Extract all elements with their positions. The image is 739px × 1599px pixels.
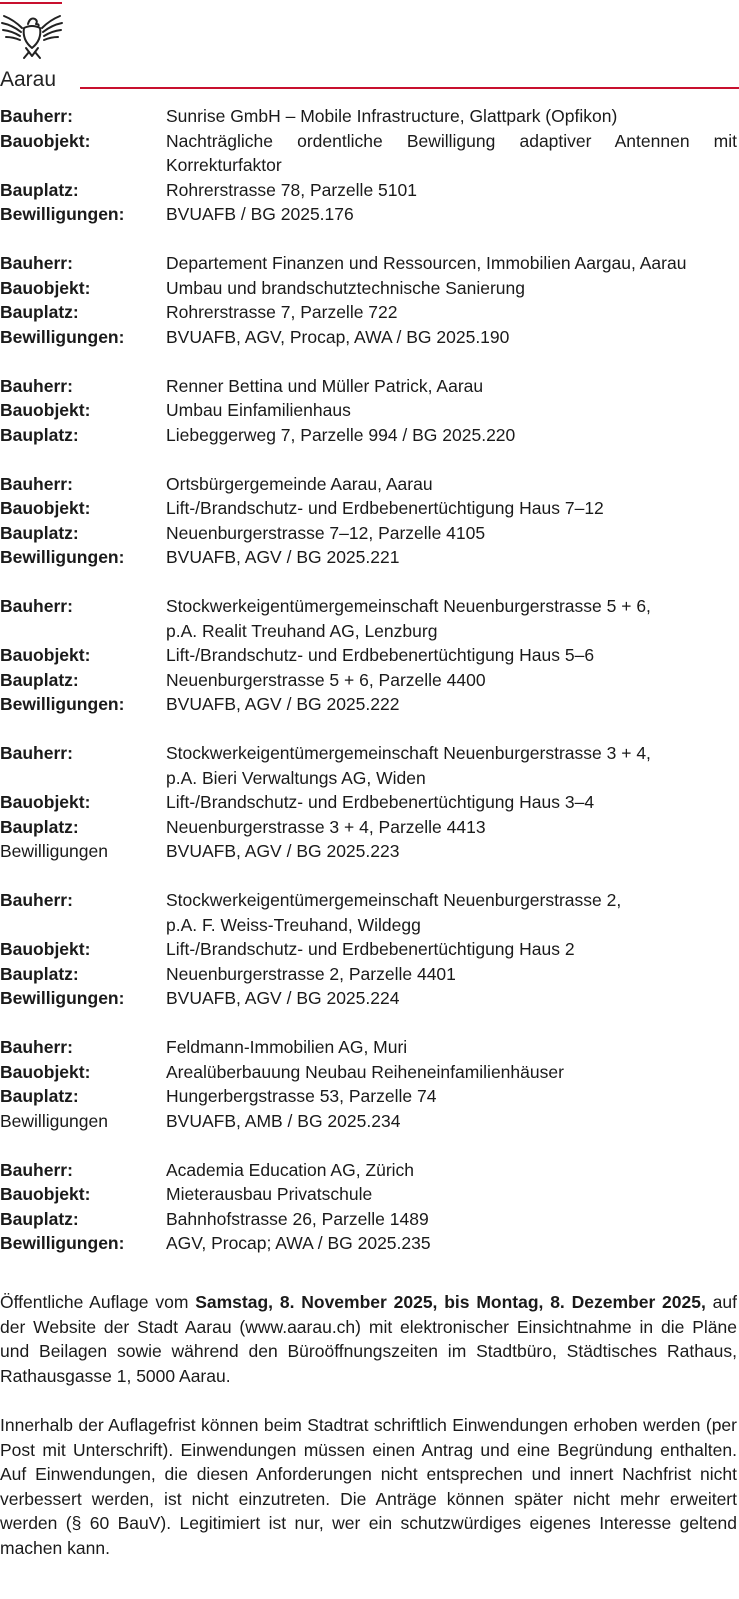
field-label: Bauherr: [0,253,73,273]
field-value: Departement Finanzen und Ressourcen, Immobilien Aargau, Aarau [166,253,687,273]
field-label: Bewilligungen: [0,988,125,1008]
objection-info-paragraph: Innerhalb der Auflagefrist können beim Stadtrat schriftlich Einwendungen erhoben werden (per Post mit Unterschrift). Einwendungen müssen einen Antrag und eine Begründung enthalten. Auf Einwendungen, die diesen Anforderungen nicht entsprechen und innert Nachfrist nicht verbessert werden, ist nicht einzutreten. Die Anträge können später nicht mehr erweitert werden (§ 60 BauV). Legitimiert ist nur, wer ein schutzwürdiges eigenes Interesse geltend machen kann. [0,1415,737,1558]
field-value: BVUAFB, AGV / BG 2025.223 [166,841,400,861]
brand-name: Aarau [0,68,57,91]
permit-row [0,1207,739,1232]
field-value: Rohrerstrasse 78, Parzelle 5101 [166,179,417,200]
field-value: Umbau Einfamilienhaus [166,400,351,420]
field-value: Umbau und brandschutztechnische Sanierung [166,277,525,298]
field-value: BVUAFB, AGV / BG 2025.224 [166,988,400,1008]
permit-row [0,276,739,301]
field-value: Stockwerkeigentümergemeinschaft Neuenburgerstrasse 3 + 4, [166,743,651,763]
permit-row [0,790,739,815]
field-value-continuation: p.A. F. Weiss-Treuhand, Wildegg [166,914,421,935]
field-label-spacer [0,766,166,791]
field-value: Lift-/Brandschutz- und Erdbebenertüchtigung Haus 5–6 [166,645,595,665]
field-label: Bauobjekt: [0,792,91,812]
permit-entry [0,1158,739,1256]
field-label: Bewilligungen: [0,326,125,347]
permit-row [0,692,739,717]
field-value: Neuenburgerstrasse 3 + 4, Parzelle 4413 [166,816,486,837]
field-value: Feldmann-Immobilien AG, Muri [166,1037,408,1057]
field-label: Bauplatz: [0,424,79,445]
field-label: Bauherr: [0,106,73,126]
permit-row [0,937,739,962]
field-label: Bewilligungen: [0,1233,125,1253]
field-value: Liebeggerweg 7, Parzelle 994 / BG 2025.220 [166,424,516,445]
public-notice-paragraph [0,1290,737,1388]
permit-row [0,545,739,570]
permit-entry [0,741,739,864]
field-label: Bauplatz: [0,1208,79,1229]
permit-row [0,1182,739,1207]
permit-row-continuation [0,619,739,644]
permit-row [0,962,739,987]
permit-row [0,1109,739,1134]
field-label: Bauplatz: [0,522,79,543]
field-label: Bauobjekt: [0,277,91,298]
field-label: Bauplatz: [0,302,79,322]
field-value: Nachträgliche ordentliche Bewilligung adaptiver Antennen mit Korrekturfaktor [166,130,737,175]
field-label: Bauherr: [0,596,73,616]
field-value: Lift-/Brandschutz- und Erdbebenertüchtigung Haus 3–4 [166,792,595,812]
field-label: Bauplatz: [0,963,79,984]
field-label: Bauplatz: [0,669,79,690]
field-value-continuation: p.A. Bieri Verwaltungs AG, Widen [166,767,426,788]
field-label: Bauplatz: [0,816,79,837]
permit-row [0,1084,739,1109]
permit-row [0,129,739,178]
field-value: BVUAFB, AGV / BG 2025.222 [166,694,400,714]
field-label: Bauherr: [0,890,73,910]
field-value: Lift-/Brandschutz- und Erdbebenertüchtigung Haus 7–12 [166,498,604,518]
permit-row [0,1060,739,1085]
field-value: Academia Education AG, Zürich [166,1159,415,1180]
field-label: Bauobjekt: [0,645,91,665]
permit-row [0,423,739,448]
permit-row [0,1158,739,1183]
field-value: Renner Bettina und Müller Patrick, Aarau [166,375,484,396]
field-label: Bauherr: [0,1159,73,1180]
field-label: Bauplatz: [0,1086,79,1106]
permit-row [0,594,739,619]
top-accent-rule [0,2,62,4]
field-label: Bauobjekt: [0,130,91,151]
field-label: Bewilligungen [0,1110,108,1131]
permit-row-continuation [0,913,739,938]
permit-row [0,496,739,521]
permit-row [0,398,739,423]
field-label: Bewilligungen: [0,204,125,224]
field-value: BVUAFB, AMB / BG 2025.234 [166,1110,401,1131]
permit-row [0,300,739,325]
field-label: Bauherr: [0,473,73,494]
notice-prefix: Öffentliche Auflage vom [0,1292,196,1312]
permit-entry [0,104,739,227]
permit-row [0,325,739,350]
notice-details: auf der Website der Stadt Aarau (www.aarau.ch) mit elektronischer Einsichtnahme in die Pläne und Beilagen sowie während den Büroöffnungszeiten im Stadtbüro, Städtisches Rathaus, Rathausgasse 1, 5000 Aarau. [0,1292,737,1386]
permit-row [0,815,739,840]
field-label: Bauherr: [0,743,73,763]
field-value: Bahnhofstrasse 26, Parzelle 1489 [166,1208,429,1229]
field-value: Lift-/Brandschutz- und Erdbebenertüchtigung Haus 2 [166,939,575,959]
permit-row [0,888,739,913]
permit-row [0,202,739,227]
permit-row [0,986,739,1011]
permit-row-continuation [0,766,739,791]
field-value: Mieterausbau Privatschule [166,1184,373,1204]
building-permit-list [0,104,739,1280]
field-value: Ortsbürgergemeinde Aarau, Aarau [166,473,433,494]
permit-entry [0,251,739,349]
field-value: AGV, Procap; AWA / BG 2025.235 [166,1233,431,1253]
field-value: BVUAFB, AGV / BG 2025.221 [166,547,400,567]
field-value: Stockwerkeigentümergemeinschaft Neuenburgerstrasse 2, [166,890,622,910]
field-label: Bewilligungen: [0,547,125,567]
field-value: Neuenburgerstrasse 7–12, Parzelle 4105 [166,522,486,543]
field-value: Rohrerstrasse 7, Parzelle 722 [166,302,398,322]
permit-row [0,1035,739,1060]
field-label-spacer [0,913,166,938]
permit-row [0,251,739,276]
permit-row [0,668,739,693]
permit-entry [0,472,739,570]
field-label: Bauplatz: [0,179,79,200]
permit-row [0,472,739,497]
field-value: Hungerbergstrasse 53, Parzelle 74 [166,1086,437,1106]
permit-row [0,374,739,399]
field-value: Neuenburgerstrasse 2, Parzelle 4401 [166,963,456,984]
permit-entry [0,888,739,1011]
permit-entry [0,374,739,448]
field-label: Bauherr: [0,375,73,396]
notice-dates: Samstag, 8. November 2025, bis Montag, 8. Dezember 2025, [195,1292,706,1312]
field-value: Stockwerkeigentümergemeinschaft Neuenburgerstrasse 5 + 6, [166,596,651,616]
field-value: Neuenburgerstrasse 5 + 6, Parzelle 4400 [166,669,486,690]
permit-row [0,104,739,129]
field-value: BVUAFB / BG 2025.176 [166,204,354,224]
field-label: Bewilligungen [0,841,108,861]
field-label-spacer [0,619,166,644]
header-rule [80,87,739,89]
field-label: Bauobjekt: [0,939,91,959]
field-label: Bewilligungen: [0,694,125,714]
permit-row [0,741,739,766]
field-label: Bauobjekt: [0,400,91,420]
permit-row [0,839,739,864]
permit-row [0,1231,739,1256]
field-value: BVUAFB, AGV, Procap, AWA / BG 2025.190 [166,326,510,347]
permit-row [0,521,739,546]
field-label: Bauobjekt: [0,1184,91,1204]
permit-row [0,178,739,203]
field-value: Arealüberbauung Neubau Reiheneinfamilienhäuser [166,1061,564,1082]
field-label: Bauobjekt: [0,498,91,518]
permit-row [0,643,739,668]
field-value-continuation: p.A. Realit Treuhand AG, Lenzburg [166,620,438,641]
permit-entry [0,1035,739,1133]
field-label: Bauherr: [0,1037,73,1057]
field-label: Bauobjekt: [0,1061,91,1082]
eagle-coat-of-arms-icon [0,10,64,62]
permit-entry [0,594,739,717]
field-value: Sunrise GmbH – Mobile Infrastructure, Glattpark (Opfikon) [166,106,618,126]
